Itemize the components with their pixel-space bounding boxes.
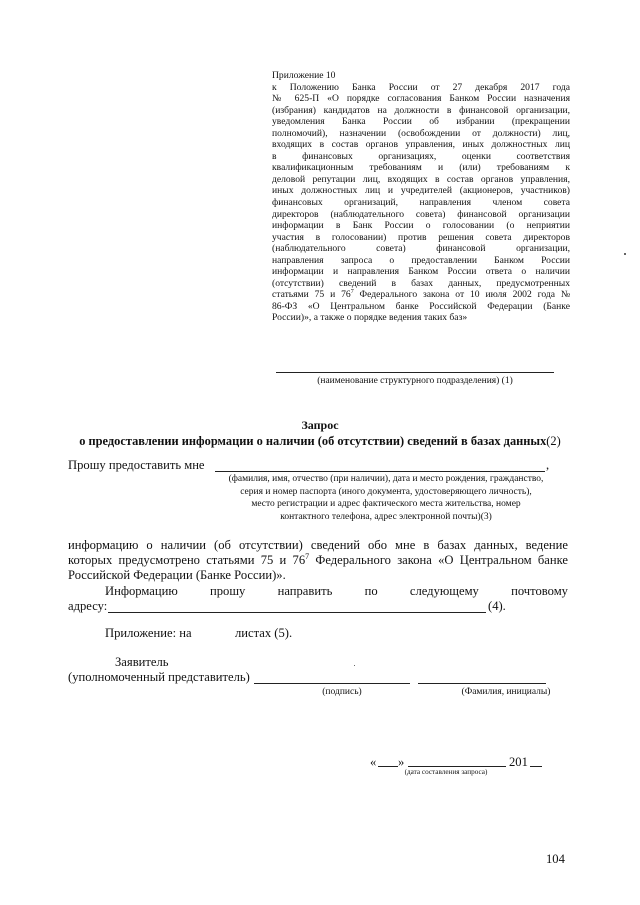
appendix-line: полномочий), назначении (освобождении от должности) лиц,: [272, 127, 570, 139]
request-comma: ,: [546, 458, 550, 472]
applicant-data-caption: (фамилия, имя, отчество (при наличии), дата и место рождения, гражданство, серия и номер паспорта (иного документа, удостоверяющего личность), место регистрации и адрес фактического места жительства, номер контактного телефона, адрес электронной почты)(3): [228, 474, 544, 522]
date-caption: (дата составления запроса): [404, 768, 488, 776]
appendix-line: иных должностных лиц и учредителей (акционеров, участников): [272, 185, 570, 197]
appendix-line: участия в голосовании) против решения совета директоров: [272, 231, 570, 243]
appendix-line: входящих в состав органов управления, иных должностных лиц: [272, 139, 570, 151]
appendix-line: информации и направления Банком России ответа о наличии: [272, 266, 570, 278]
address-field[interactable]: [108, 612, 486, 613]
request-prefix: Прошу предоставить мне: [68, 458, 205, 472]
appendix-line: (наблюдательного совета) финансовой организации,: [272, 243, 570, 255]
name-caption: (Фамилия, инициалы): [461, 687, 551, 697]
address-note: (4).: [488, 599, 506, 613]
scan-mark: [624, 253, 626, 255]
applicant-label: Заявитель: [115, 655, 169, 669]
body-line-1: информацию о наличии (об отсутствии) сведений обо мне в базах данных, ведение: [68, 538, 568, 552]
date-year-prefix: 201: [509, 755, 528, 769]
body-line-2: которых предусмотрено статьями 75 и $76^7$ Федерального закона «О Центральном банке: [68, 551, 568, 567]
date-day-field[interactable]: [378, 766, 398, 767]
body-line-3: Российской Федерации (Банке России)».: [68, 568, 286, 582]
appendix-line: директоров (наблюдательного совета) финансовой организации: [272, 208, 570, 220]
department-caption: (наименование структурного подразделения) (1): [317, 376, 513, 386]
signature-field[interactable]: [254, 683, 410, 684]
appendix-line: № 625-П «О порядке согласования Банком России назначения: [272, 93, 570, 105]
page-number: 104: [546, 852, 565, 866]
appendix-heading: Приложение 10: [272, 70, 336, 81]
applicant-data-field[interactable]: [215, 471, 545, 472]
appendix-line: направления запроса о предоставлении Банком России: [272, 254, 570, 266]
name-initials-field[interactable]: [418, 683, 546, 684]
appendix-line: информации в Банк России о голосовании (о неприятии: [272, 220, 570, 232]
appendix-line: в финансовых организациях, оценки соответствия: [272, 150, 570, 162]
appendix-line: к Положению Банка России от 27 декабря 2017 года: [272, 81, 570, 93]
appendix-line: деловой репутации лиц, входящих в состав органов управления,: [272, 173, 570, 185]
attachment-prefix: Приложение: на: [105, 626, 192, 640]
body-line-4: Информацию прошу направить по следующему почтовому: [105, 584, 568, 598]
date-month-field[interactable]: [408, 766, 506, 767]
appendix-line: уведомления Банка России об избрании (прекращении: [272, 116, 570, 128]
department-line: [276, 372, 554, 373]
appendix-line: (избрания) кандидатов на должности в финансовой организации,: [272, 104, 570, 116]
appendix-law-line: статьями 75 и $76^7$ Федерального закона от 10 июля 2002 года №: [272, 289, 571, 301]
appendix-tail-line: 86-ФЗ «О Центральном банке Российской Федерации (Банке: [272, 300, 570, 312]
date-year-field[interactable]: [530, 766, 542, 767]
representative-label: (уполномоченный представитель): [68, 670, 250, 684]
appendix-line: (отсутствии) сведений в базах данных, предусмотренных: [272, 277, 570, 289]
appendix-block: [272, 70, 570, 324]
appendix-line: квалификационным требованиям и (или) требованиям к: [272, 162, 570, 174]
attachment-suffix: листах (5).: [235, 626, 293, 640]
appendix-tail-line: России)», а также о порядке ведения таких баз»: [272, 312, 468, 324]
document-subtitle: о предоставлении информации о наличии (об отсутствии) сведений в базах данных(2): [79, 434, 561, 448]
appendix-text: [272, 82, 570, 290]
address-label: адресу:: [68, 599, 108, 613]
date-close-quote: »: [398, 755, 405, 769]
date-open-quote: «: [370, 755, 377, 769]
document-title: Запрос: [301, 418, 339, 432]
scan-mark: [354, 665, 355, 666]
signature-caption: (подпись): [322, 687, 362, 697]
appendix-line: финансовых организаций, направления членом совета: [272, 197, 570, 209]
